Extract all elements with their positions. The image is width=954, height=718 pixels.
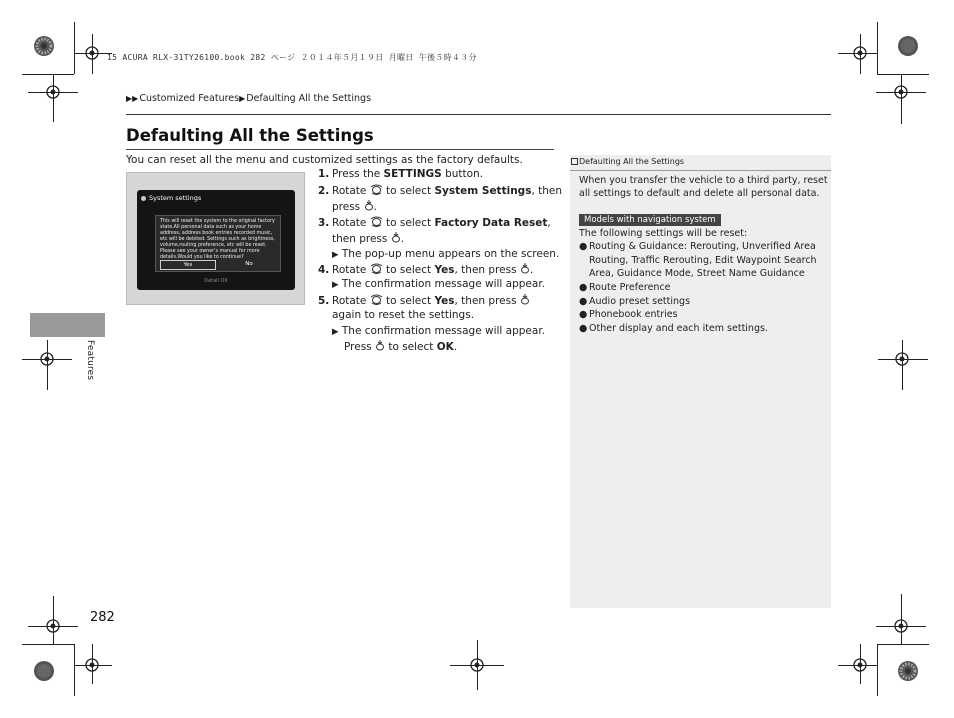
step-text: to select: [382, 217, 435, 229]
dialog-message: This will reset the system to the original factory state.All personal data such as your home address, address book entries recorded music, etc will be deleted. Settings such as brightness, volume,routing preference, etc will be reset. Please see your owner's manual for more details.Would you like to continue?: [160, 219, 275, 260]
step-text: again to reset the settings.: [332, 309, 475, 321]
settings-icon: [141, 196, 146, 201]
breadcrumb-item-defaulting: Defaulting All the Settings: [246, 93, 372, 104]
bullet-icon: ●: [579, 309, 588, 320]
interface-dial-icon: [370, 216, 383, 227]
registration-target-icon: [467, 655, 487, 675]
interface-dial-icon: [370, 263, 383, 274]
registration-target-icon: [37, 349, 57, 369]
bullet-icon: ●: [579, 282, 588, 293]
step-4: [318, 263, 533, 276]
press-dial-icon: [375, 340, 385, 351]
result-text: The confirmation message will appear.: [341, 278, 546, 290]
step-number: 4.: [318, 264, 330, 276]
step-5: [318, 294, 530, 307]
system-settings-screen-image: [126, 172, 305, 305]
step-5-cont: [332, 309, 474, 321]
step-5-result: [332, 325, 545, 337]
list-item-text: Other display and each item settings.: [589, 322, 768, 334]
color-calibration-disc-icon: [33, 660, 55, 682]
step-text: then press: [332, 233, 391, 245]
sidebar-paragraph: all settings to default and delete all personal data.: [579, 188, 820, 199]
page-number: 282: [90, 610, 115, 625]
registration-target-icon: [850, 655, 870, 675]
title-divider: [126, 149, 554, 150]
sidebar-paragraph: When you transfer the vehicle to a third party, reset: [579, 175, 828, 186]
print-file-header: 15 ACURA RLX-31TY26100.book 282 ページ ２０１４年５月１９日 月曜日 午後５時４３分: [107, 53, 477, 62]
registration-target-icon: [43, 616, 63, 636]
step-text: Rotate: [332, 295, 370, 307]
step-4-result: [332, 278, 545, 290]
step-1: [318, 168, 483, 180]
press-dial-icon: [520, 263, 530, 274]
press-dial-icon: [520, 294, 530, 305]
menu-item-label: Yes: [434, 295, 455, 307]
registration-target-icon: [891, 616, 911, 636]
result-text: to select: [384, 341, 437, 353]
breadcrumb-separator-icon: ▶: [239, 94, 246, 103]
bullet-icon: ●: [579, 241, 588, 252]
step-text: to select: [382, 264, 435, 276]
sidebar-paragraph: The following settings will be reset:: [579, 228, 748, 239]
intro-text: You can reset all the menu and customized settings as the factory defaults.: [126, 154, 523, 166]
list-item-text: Audio preset settings: [589, 295, 691, 307]
screen-title: System settings: [149, 194, 202, 202]
step-number: 1.: [318, 168, 330, 180]
step-text: , then: [531, 185, 563, 197]
menu-item-label: System Settings: [434, 185, 532, 197]
step-number: 5.: [318, 295, 330, 307]
menu-item-label: Factory Data Reset: [434, 217, 548, 229]
color-calibration-disc-icon: [33, 35, 55, 57]
interface-dial-icon: [370, 184, 383, 195]
breadcrumb-marker-icon: ▶▶: [126, 94, 139, 103]
dialog-yes-button: Yes: [160, 260, 216, 270]
press-dial-icon: [364, 200, 374, 211]
step-text: ,: [547, 217, 551, 229]
bullet-icon: ●: [579, 295, 588, 307]
color-calibration-disc-icon: [897, 660, 919, 682]
step-text: .: [373, 201, 377, 213]
section-tab-label: Features: [85, 340, 95, 381]
ok-label: OK: [436, 341, 454, 353]
registration-target-icon: [891, 82, 911, 102]
menu-item-label: Yes: [434, 264, 455, 276]
list-item-text: Route Preference: [589, 282, 671, 293]
registration-target-icon: [82, 43, 102, 63]
list-item-text: Routing & Guidance: Rerouting, Unverified Area: [589, 241, 816, 252]
result-arrow-icon: ▶: [332, 250, 339, 260]
step-text: .: [529, 264, 534, 276]
list-item: [579, 281, 671, 295]
breadcrumb-item-customized-features[interactable]: Customized Features: [139, 93, 240, 104]
step-text: Rotate: [332, 185, 370, 197]
bullet-icon: ●: [579, 322, 588, 334]
step-text: button.: [441, 168, 484, 180]
result-text: Press: [344, 341, 375, 353]
breadcrumb: [126, 93, 371, 104]
list-item-text: Phonebook entries: [589, 309, 678, 320]
settings-button-label: SETTINGS: [383, 168, 442, 180]
header-divider: [126, 114, 831, 115]
step-text: Press the: [332, 168, 384, 180]
registration-target-icon: [82, 655, 102, 675]
step-5-result-2: [344, 340, 457, 353]
list-item-cont: [579, 267, 805, 281]
list-item: [579, 295, 690, 309]
sidebar-heading: Defaulting All the Settings: [579, 157, 685, 166]
cross-reference-icon: [571, 158, 578, 165]
result-text: .: [453, 341, 458, 353]
step-text: , then press: [454, 295, 520, 307]
list-item-text: Routing, Traffic Rerouting, Edit Waypoint Search: [589, 254, 817, 266]
step-text: to select: [382, 295, 435, 307]
screen-display: [137, 190, 295, 290]
confirmation-dialog: [155, 215, 281, 272]
interface-dial-icon: [370, 294, 383, 305]
step-text: to select: [382, 185, 435, 197]
model-tag: Models with navigation system: [579, 214, 721, 226]
result-arrow-icon: ▶: [332, 280, 339, 290]
list-item-text: Area, Guidance Mode, Street Name Guidance: [589, 268, 805, 279]
step-text: Rotate: [332, 264, 370, 276]
registration-target-icon: [43, 82, 63, 102]
step-2: [318, 184, 562, 197]
dialog-no-button: No: [245, 261, 253, 267]
step-2-cont: [332, 200, 377, 213]
result-arrow-icon: ▶: [332, 327, 339, 337]
result-text: The confirmation message will appear.: [341, 325, 546, 337]
step-3-result: [332, 248, 559, 260]
step-text: , then press: [454, 264, 520, 276]
step-3: [318, 216, 551, 229]
list-item-cont: [579, 254, 817, 268]
registration-target-icon: [892, 349, 912, 369]
step-3-cont: [332, 232, 404, 245]
section-tab[interactable]: [30, 313, 105, 337]
sidebar-header: [570, 155, 831, 171]
registration-target-icon: [850, 43, 870, 63]
step-text: Rotate: [332, 217, 370, 229]
result-text: The pop-up menu appears on the screen.: [341, 248, 560, 260]
step-number: 2.: [318, 185, 330, 197]
color-calibration-disc-icon: [897, 35, 919, 57]
list-item: [579, 240, 816, 254]
step-text: press: [332, 201, 364, 213]
list-item: [579, 308, 678, 322]
step-text: .: [400, 233, 405, 245]
press-dial-icon: [391, 232, 401, 243]
list-item: [579, 322, 768, 336]
step-number: 3.: [318, 217, 330, 229]
sidebar-note: [570, 155, 831, 608]
screen-footer: Detail OK: [204, 278, 228, 284]
page-title: Defaulting All the Settings: [126, 126, 374, 145]
